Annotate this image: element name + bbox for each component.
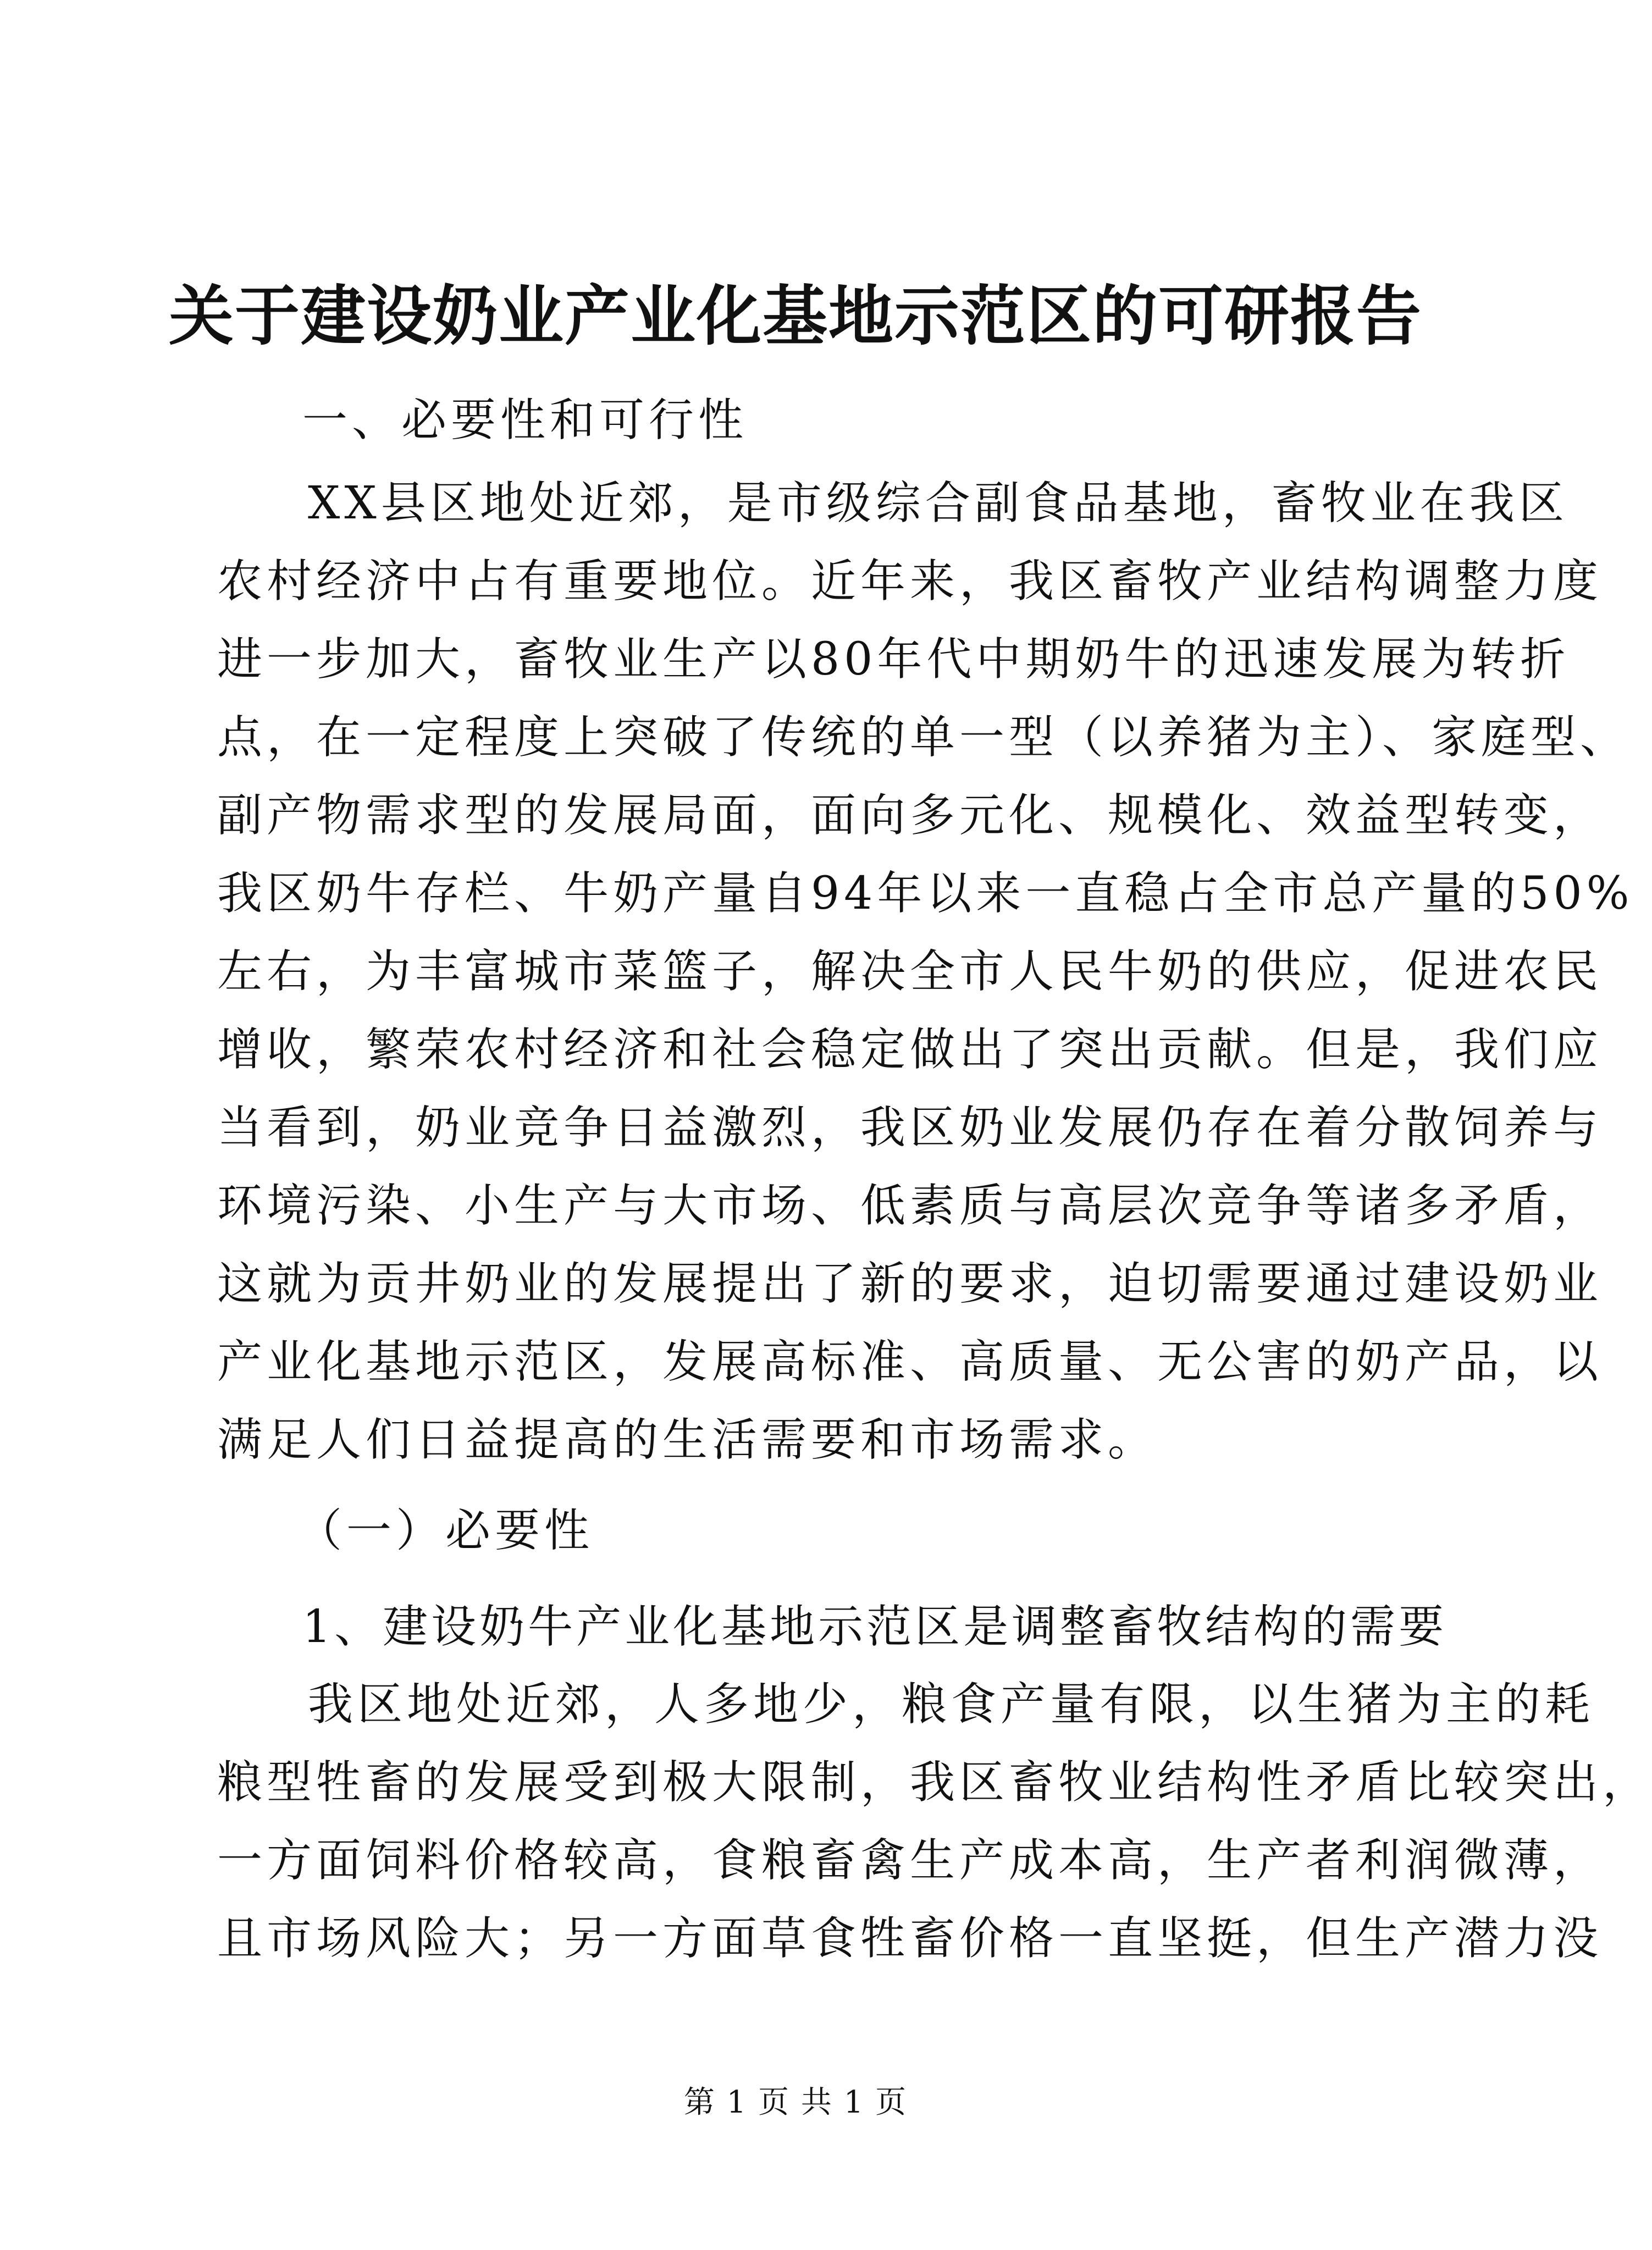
paragraph-line: 粮型牲畜的发展受到极大限制，我区畜牧业结构性矛盾比较突出， — [217, 1756, 1652, 1809]
paragraph-line: XX县区地处近郊，是市级综合副食品基地，畜牧业在我区 — [308, 477, 1568, 529]
paragraph-line: 左右，为丰富城市菜篮子，解决全市人民牛奶的供应，促进农民 — [217, 946, 1603, 998]
paragraph-line: 进一步加大，畜牧业生产以80年代中期奶牛的迅速发展为转折 — [217, 633, 1570, 685]
paragraph-1 — [217, 465, 1634, 1479]
paragraph-line: 点，在一定程度上突破了传统的单一型（以养猪为主）、家庭型、 — [217, 711, 1630, 764]
paragraph-line: 我区奶牛存栏、牛奶产量自94年以来一直稳占全市总产量的50% — [217, 867, 1634, 920]
paragraph-line: 一方面饲料价格较高，食粮畜禽生产成本高，生产者利润微薄， — [217, 1834, 1603, 1887]
paragraph-line: 农村经济中占有重要地位。近年来，我区畜牧产业结构调整力度 — [217, 555, 1603, 607]
paragraph-line: 我区地处近郊，人多地少，粮食产量有限，以生猪为主的耗 — [308, 1678, 1595, 1731]
paragraph-line: 这就为贡井奶业的发展提出了新的要求，迫切需要通过建设奶业 — [217, 1258, 1603, 1310]
paragraph-line: 满足人们日益提高的生活需要和市场需求。 — [217, 1414, 1158, 1466]
page-footer: 第 1 页 共 1 页 — [683, 2085, 908, 2120]
paragraph-line: 环境污染、小生产与大市场、低素质与高层次竞争等诸多矛盾， — [217, 1180, 1603, 1232]
paragraph-2 — [217, 1666, 1652, 1978]
subsection-heading: （一）必要性 — [297, 1505, 594, 1557]
paragraph-line: 当看到，奶业竞争日益激烈，我区奶业发展仍存在着分散饲养与 — [217, 1102, 1603, 1154]
paragraph-line: 且市场风险大；另一方面草食牲畜价格一直坚挺，但生产潜力没 — [217, 1912, 1603, 1965]
paragraph-line: 增收，繁荣农村经济和社会稳定做出了突出贡献。但是，我们应 — [217, 1024, 1603, 1076]
item-heading: 1、建设奶牛产业化基地示范区是调整畜牧结构的需要 — [302, 1601, 1447, 1653]
section-heading: 一、必要性和可行性 — [302, 394, 748, 446]
paragraph-line: 产业化基地示范区，发展高标准、高质量、无公害的奶产品，以 — [217, 1336, 1603, 1388]
paragraph-line: 副产物需求型的发展局面，面向多元化、规模化、效益型转变， — [217, 789, 1603, 842]
document-title: 关于建设奶业产业化基地示范区的可研报告 — [168, 278, 1422, 354]
